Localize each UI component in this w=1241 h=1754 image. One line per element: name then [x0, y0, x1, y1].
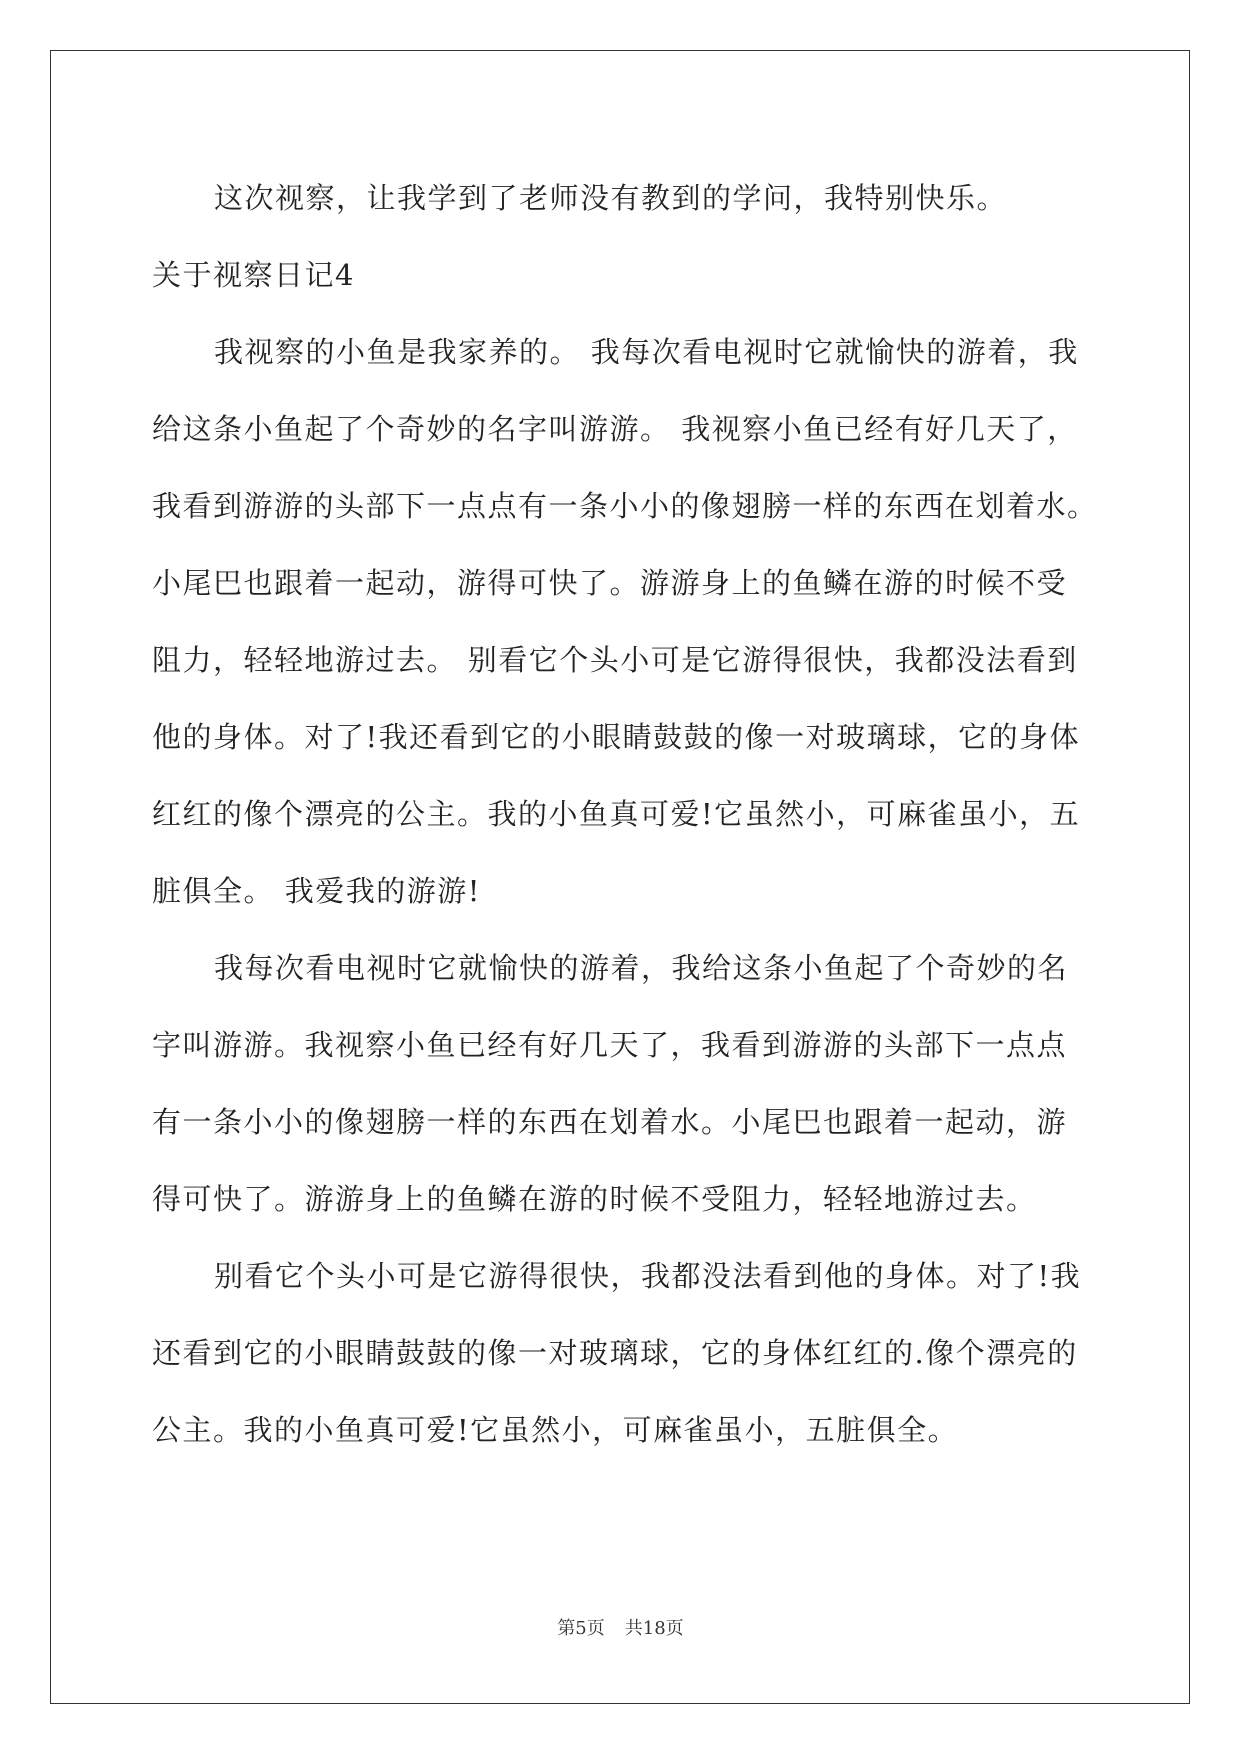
- section-heading: 关于视察日记4: [152, 258, 355, 292]
- paragraph-line: 他的身体。对了!我还看到它的小眼睛鼓鼓的像一对玻璃球，它的身体: [152, 720, 1081, 754]
- page-footer: [0, 1614, 1241, 1640]
- paragraph-line: 公主。我的小鱼真可爱!它虽然小，可麻雀虽小，五脏俱全。: [152, 1413, 959, 1447]
- paragraph-line: 这次视察，让我学到了老师没有教到的学问，我特别快乐。: [214, 181, 1008, 215]
- paragraph-line: 脏俱全。 我爱我的游游!: [152, 874, 481, 908]
- paragraph-line: 别看它个头小可是它游得很快，我都没法看到他的身体。对了!我: [214, 1259, 1082, 1293]
- paragraph-line: 给这条小鱼起了个奇妙的名字叫游游。 我视察小鱼已经有好几天了，: [152, 412, 1078, 446]
- paragraph-line: 得可快了。游游身上的鱼鳞在游的时候不受阻力，轻轻地游过去。: [152, 1182, 1037, 1216]
- paragraph-line: 我每次看电视时它就愉快的游着，我给这条小鱼起了个奇妙的名: [214, 951, 1069, 985]
- paragraph-line: 有一条小小的像翅膀一样的东西在划着水。小尾巴也跟着一起动，游: [152, 1105, 1068, 1139]
- paragraph-line: 红红的像个漂亮的公主。我的小鱼真可爱!它虽然小，可麻雀虽小，五: [152, 797, 1081, 831]
- paragraph-line: 字叫游游。我视察小鱼已经有好几天了，我看到游游的头部下一点点: [152, 1028, 1068, 1062]
- paragraph-line: 我视察的小鱼是我家养的。 我每次看电视时它就愉快的游着，我: [214, 335, 1079, 369]
- page-number: 第5页: [557, 1618, 605, 1639]
- paragraph-line: 还看到它的小眼睛鼓鼓的像一对玻璃球，它的身体红红的.像个漂亮的: [152, 1336, 1078, 1370]
- document-body: [152, 160, 1098, 1469]
- total-pages: 共18页: [624, 1618, 684, 1639]
- paragraph-line: 我看到游游的头部下一点点有一条小小的像翅膀一样的东西在划着水。: [152, 489, 1098, 523]
- paragraph-line: 小尾巴也跟着一起动，游得可快了。游游身上的鱼鳞在游的时候不受: [152, 566, 1068, 600]
- paragraph-line: 阻力，轻轻地游过去。 别看它个头小可是它游得很快，我都没法看到: [152, 643, 1078, 677]
